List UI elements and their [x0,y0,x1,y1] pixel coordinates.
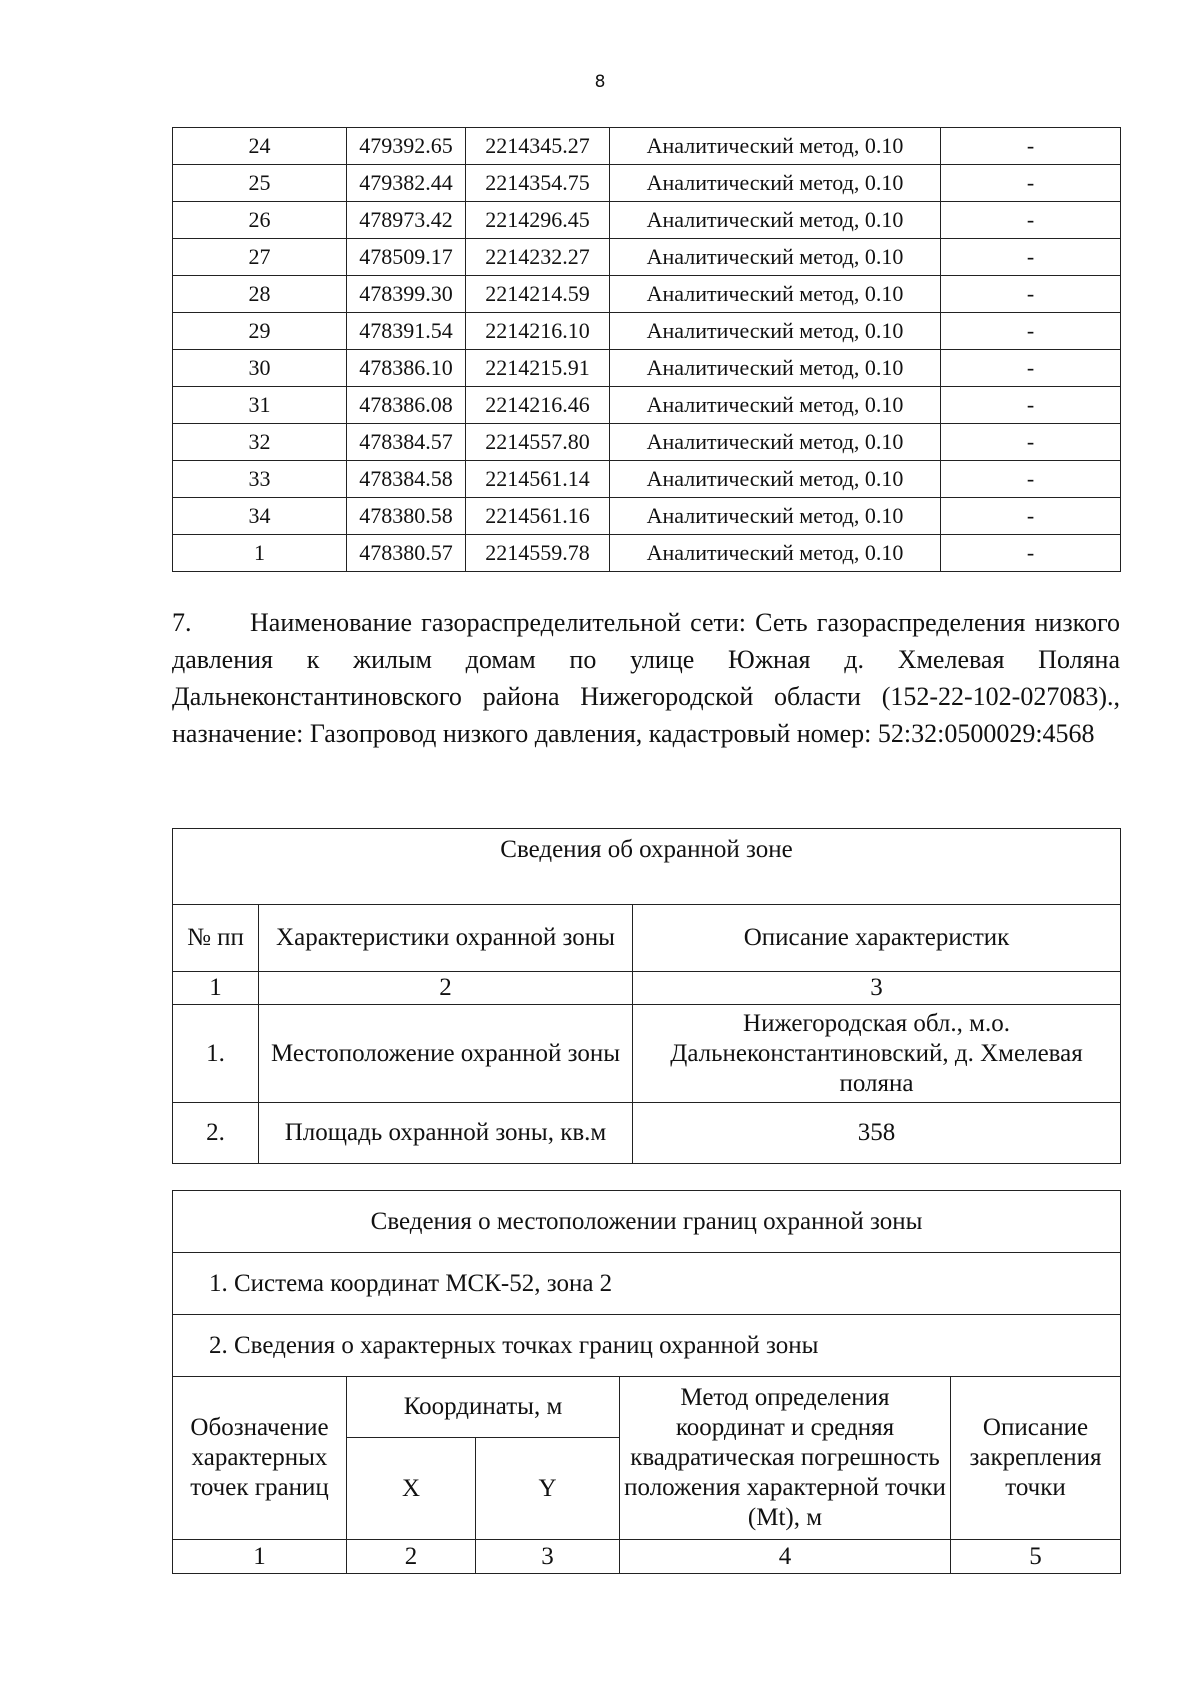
section-number: 7. [172,608,192,637]
coord-x: 479392.65 [347,128,466,165]
characteristic-area: Площадь охранной зоны, кв.м [259,1103,633,1164]
row-number: 1. [173,1005,259,1103]
header-coordinates: Координаты, м [347,1377,620,1438]
table-row [173,202,1121,239]
method: Аналитический метод, 0.10 [610,276,941,313]
coord-x: 478380.57 [347,535,466,572]
page-number: 8 [594,72,606,92]
zone-info-title: Сведения об охранной зоне [173,829,1121,905]
point-description: - [941,350,1121,387]
header-description: Описание закрепления точки [951,1377,1121,1540]
point-number: 24 [173,128,347,165]
point-number: 34 [173,498,347,535]
col-number: 3 [633,972,1121,1005]
coord-y: 2214345.27 [466,128,610,165]
point-number: 33 [173,461,347,498]
method: Аналитический метод, 0.10 [610,461,941,498]
table-row [173,239,1121,276]
coord-y: 2214561.16 [466,498,610,535]
method: Аналитический метод, 0.10 [610,424,941,461]
point-number: 27 [173,239,347,276]
point-number: 1 [173,535,347,572]
table-row [173,276,1121,313]
point-description: - [941,239,1121,276]
coord-x: 478509.17 [347,239,466,276]
method: Аналитический метод, 0.10 [610,239,941,276]
table-row [173,350,1121,387]
coord-y: 2214296.45 [466,202,610,239]
method: Аналитический метод, 0.10 [610,202,941,239]
point-number: 30 [173,350,347,387]
coord-y: 2214232.27 [466,239,610,276]
table-row [173,461,1121,498]
coord-x: 478973.42 [347,202,466,239]
location-value: Нижегородская обл., м.о. Дальнеконстантиновский, д. Хмелевая поляна [633,1005,1121,1103]
coordinate-system: 1. Система координат МСК-52, зона 2 [173,1253,1121,1315]
coord-y: 2214214.59 [466,276,610,313]
point-description: - [941,535,1121,572]
col-number: 4 [620,1540,951,1574]
point-number: 31 [173,387,347,424]
method: Аналитический метод, 0.10 [610,313,941,350]
point-description: - [941,461,1121,498]
coord-y: 2214215.91 [466,350,610,387]
coord-y: 2214559.78 [466,535,610,572]
section-7-paragraph [172,604,1120,752]
coord-x: 478384.57 [347,424,466,461]
coord-x: 478386.08 [347,387,466,424]
method: Аналитический метод, 0.10 [610,165,941,202]
coord-x: 478384.58 [347,461,466,498]
point-number: 25 [173,165,347,202]
coord-x: 478399.30 [347,276,466,313]
point-description: - [941,498,1121,535]
method: Аналитический метод, 0.10 [610,535,941,572]
method: Аналитический метод, 0.10 [610,387,941,424]
coord-y: 2214216.46 [466,387,610,424]
point-description: - [941,128,1121,165]
coord-x: 478380.58 [347,498,466,535]
table-row [173,387,1121,424]
points-title: 2. Сведения о характерных точках границ охранной зоны [173,1315,1121,1377]
point-number: 28 [173,276,347,313]
coord-y: 2214557.80 [466,424,610,461]
point-description: - [941,313,1121,350]
col-number: 2 [347,1540,476,1574]
boundary-title: Сведения о местоположении границ охранной зоны [173,1191,1121,1253]
method: Аналитический метод, 0.10 [610,498,941,535]
point-description: - [941,387,1121,424]
table-row [173,424,1121,461]
header-y: Y [476,1438,620,1540]
col-header-characteristics: Характеристики охранной зоны [259,905,633,972]
coord-y: 2214354.75 [466,165,610,202]
method: Аналитический метод, 0.10 [610,350,941,387]
point-number: 32 [173,424,347,461]
table-row [173,128,1121,165]
table-row [173,535,1121,572]
coord-x: 478391.54 [347,313,466,350]
method: Аналитический метод, 0.10 [610,128,941,165]
point-description: - [941,276,1121,313]
header-x: X [347,1438,476,1540]
col-number: 2 [259,972,633,1005]
col-number: 3 [476,1540,620,1574]
point-description: - [941,424,1121,461]
point-description: - [941,202,1121,239]
coord-x: 478386.10 [347,350,466,387]
coord-y: 2214561.14 [466,461,610,498]
table-row [173,165,1121,202]
point-description: - [941,165,1121,202]
table-row [173,498,1121,535]
coord-y: 2214216.10 [466,313,610,350]
boundary-table [172,1190,1121,1574]
row-number: 2. [173,1103,259,1164]
col-number: 5 [951,1540,1121,1574]
header-method: Метод определения координат и средняя квадратическая погрешность положения характерной точки (Mt), м [620,1377,951,1540]
header-designation: Обозначение характерных точек границ [173,1377,347,1540]
point-number: 26 [173,202,347,239]
area-value: 358 [633,1103,1121,1164]
coordinates-table [172,127,1121,572]
point-number: 29 [173,313,347,350]
coord-x: 479382.44 [347,165,466,202]
col-number: 1 [173,972,259,1005]
characteristic-location: Местоположение охранной зоны [259,1005,633,1103]
section-text: Наименование газораспределительной сети: Сеть газораспределения низкого давления к жилым домам по улице Южная д. Хмелевая Поляна Дальнеконстантиновского района Нижегородской области (152-22-102-027083)., назначение: Газопровод низкого давления, кадастровый номер: 52:32:0500029:4568 [172,608,1120,748]
col-header-description: Описание характеристик [633,905,1121,972]
col-number: 1 [173,1540,347,1574]
table-row [173,313,1121,350]
col-header-number: № пп [173,905,259,972]
zone-info-table [172,828,1121,1164]
